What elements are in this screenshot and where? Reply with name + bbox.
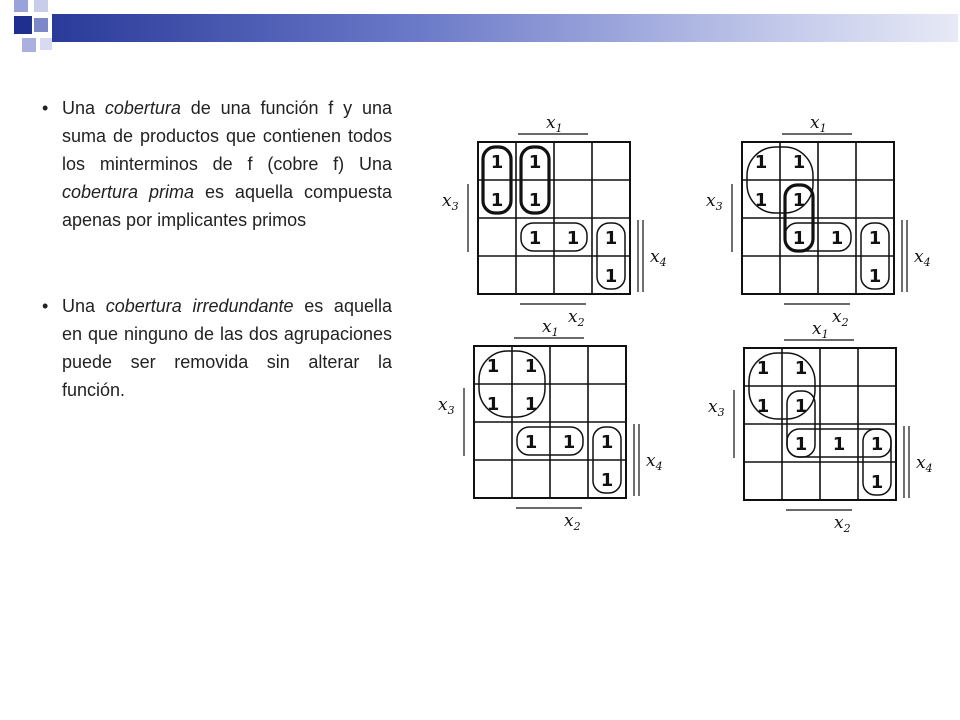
bullet-text	[62, 98, 392, 230]
kmap-svg	[436, 314, 666, 533]
kmap-one: 1	[754, 152, 768, 173]
kmap-one: 1	[794, 396, 808, 417]
kmap-one: 1	[756, 358, 770, 379]
kmap-one: 1	[600, 432, 614, 453]
x1-label-subscript: 1	[551, 326, 559, 339]
x2-label-subscript: 2	[843, 522, 851, 535]
text-run: Una	[62, 98, 105, 118]
x1-label-subscript: 1	[819, 122, 827, 135]
bullet-list	[42, 94, 392, 404]
x4-label: $x_4$	[650, 247, 667, 269]
kmap-one: 1	[792, 190, 806, 211]
bullet-dot-icon: •	[42, 296, 49, 316]
bullet-text	[62, 296, 392, 400]
kmap-one: 1	[524, 356, 538, 377]
x3-label-subscript: 3	[451, 200, 459, 213]
italic-term: cobertura prima	[62, 182, 195, 202]
x2-label-subscript: 2	[573, 520, 581, 533]
x3-label: $x_3$	[438, 395, 455, 417]
kmap-one: 1	[604, 228, 618, 249]
kmap-one: 1	[486, 394, 500, 415]
bullet-item-cobertura-prima	[42, 94, 392, 234]
kmap-one: 1	[524, 432, 538, 453]
x3-label: $x_3$	[708, 397, 725, 419]
x3-label: $x_3$	[706, 191, 723, 213]
x1-label-subscript: 1	[555, 122, 563, 135]
x4-label-subscript: 4	[923, 256, 931, 269]
x1-label: $x_1$	[542, 317, 559, 339]
x1-label-subscript: 1	[821, 328, 829, 341]
kmap-bottom-left	[436, 314, 666, 533]
text-run: Una	[62, 296, 106, 316]
kmap-one: 1	[490, 152, 504, 173]
x2-label-subscript: 2	[577, 316, 585, 329]
kmap-top-right	[704, 110, 934, 329]
text-run: es aquella compuesta apenas por implicantes primos	[62, 182, 392, 230]
ornament-square	[14, 0, 28, 12]
kmap-one: 1	[870, 472, 884, 493]
kmap-one: 1	[566, 228, 580, 249]
x4-label: $x_4$	[914, 247, 931, 269]
kmap-one: 1	[832, 434, 846, 455]
kmap-svg	[704, 110, 934, 329]
x3-label: $x_3$	[442, 191, 459, 213]
kmap-one: 1	[870, 434, 884, 455]
bullet-dot-icon: •	[42, 98, 49, 118]
kmap-one: 1	[754, 190, 768, 211]
x2-label: $x_2$	[832, 307, 849, 329]
kmap-one: 1	[528, 152, 542, 173]
x4-label: $x_4$	[646, 451, 663, 473]
kmap-one: 1	[756, 396, 770, 417]
kmap-one: 1	[794, 358, 808, 379]
text-run: es aquella en que ninguno de las dos agrupaciones puede ser removida sin alterar la función.	[62, 296, 392, 400]
title-ornament	[0, 0, 960, 60]
x4-label-subscript: 4	[659, 256, 667, 269]
kmap-one: 1	[524, 394, 538, 415]
kmap-one: 1	[792, 228, 806, 249]
x3-label-subscript: 3	[715, 200, 723, 213]
kmap-one: 1	[528, 190, 542, 211]
x3-label-subscript: 3	[447, 404, 455, 417]
x2-label: $x_2$	[834, 513, 851, 535]
kmap-one: 1	[794, 434, 808, 455]
kmap-one: 1	[868, 266, 882, 287]
kmap-one: 1	[792, 152, 806, 173]
kmap-svg	[706, 316, 936, 535]
x4-label: $x_4$	[916, 453, 933, 475]
kmap-one: 1	[830, 228, 844, 249]
x1-label: $x_1$	[812, 319, 829, 341]
kmap-top-left	[440, 110, 670, 329]
text-run: de una función f y una suma de productos que contienen todos los minterminos de f (cobre f) Una	[62, 98, 392, 174]
kmap-one: 1	[490, 190, 504, 211]
kmap-bottom-right	[706, 316, 936, 535]
ornament-square	[22, 38, 36, 52]
kmap-one: 1	[486, 356, 500, 377]
x2-label: $x_2$	[564, 511, 581, 533]
italic-term: cobertura irredundante	[105, 296, 294, 316]
kmap-one: 1	[562, 432, 576, 453]
x4-label-subscript: 4	[655, 460, 663, 473]
x3-label-subscript: 3	[717, 406, 725, 419]
x4-label-subscript: 4	[925, 462, 933, 475]
kmap-svg	[440, 110, 670, 329]
x2-label: $x_2$	[568, 307, 585, 329]
kmap-one: 1	[604, 266, 618, 287]
x2-label-subscript: 2	[841, 316, 849, 329]
title-gradient-bar	[52, 14, 958, 42]
kmap-one: 1	[600, 470, 614, 491]
kmap-one: 1	[868, 228, 882, 249]
ornament-square	[34, 18, 48, 32]
ornament-square	[40, 38, 52, 50]
x1-label: $x_1$	[546, 113, 563, 135]
italic-term: cobertura	[104, 98, 181, 118]
ornament-square	[34, 0, 48, 12]
x1-label: $x_1$	[810, 113, 827, 135]
ornament-square	[14, 16, 32, 34]
kmap-one: 1	[528, 228, 542, 249]
bullet-item-cobertura-irredundante	[42, 292, 392, 404]
